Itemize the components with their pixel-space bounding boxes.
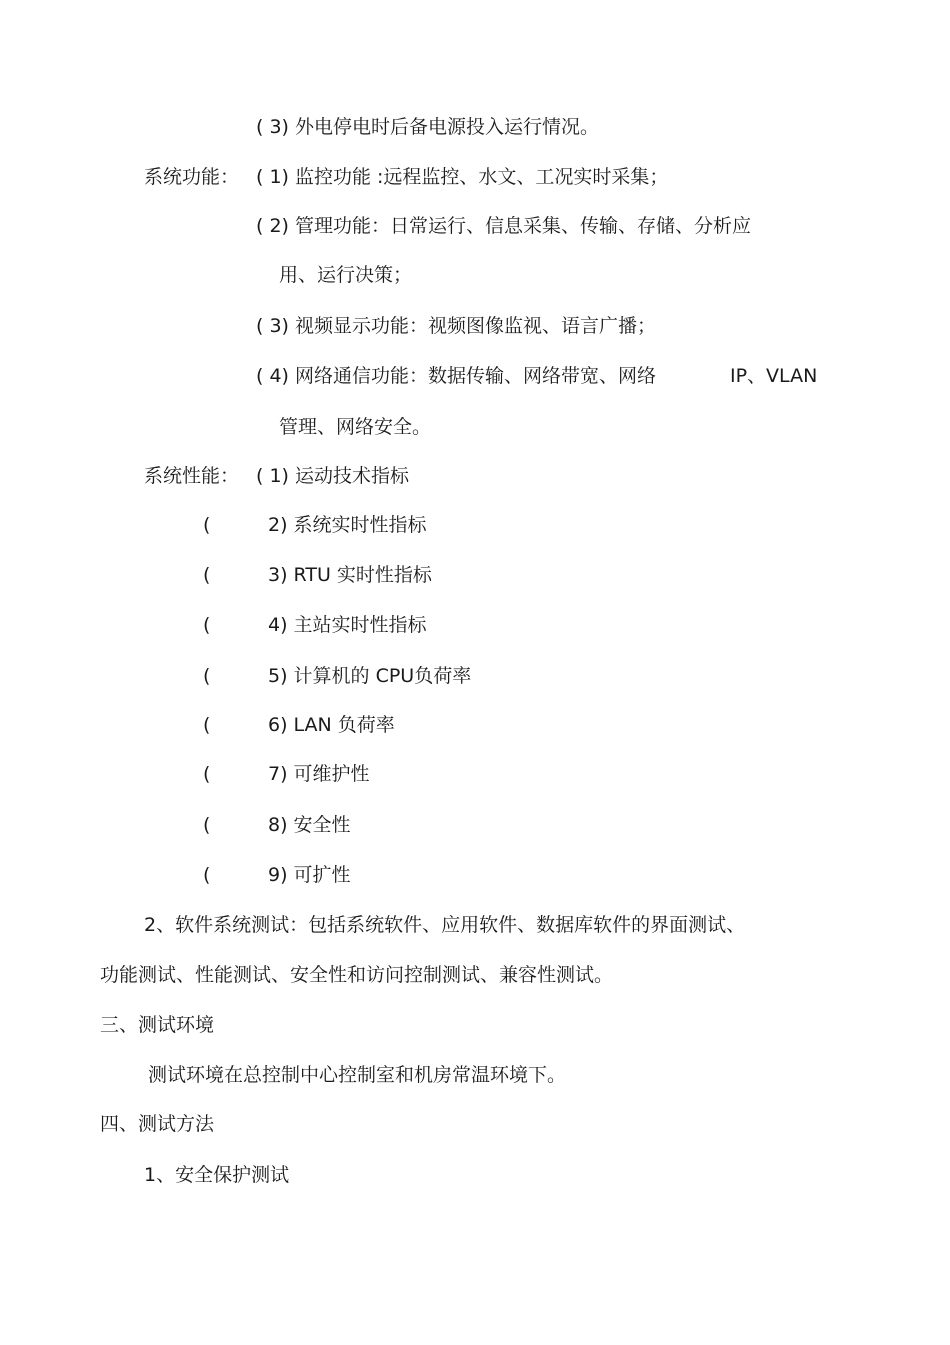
performance-item-paren: ( [203, 614, 211, 636]
video-display-function-item: ( 3) 视频显示功能：视频图像监视、语言广播； [256, 315, 656, 337]
section-4-subheading-1: 1、安全保护测试 [144, 1164, 290, 1186]
software-test-line1: 2、软件系统测试：包括系统软件、应用软件、数据库软件的界面测试、 [144, 914, 746, 936]
network-function-item-tail: IP、VLAN [730, 365, 818, 387]
monitoring-function-item: ( 1) 监控功能 :远程监控、水文、工况实时采集； [256, 166, 669, 188]
network-function-item: ( 4) 网络通信功能：数据传输、网络带宽、网络 [256, 365, 656, 387]
section-3-heading: 三、测试环境 [100, 1014, 215, 1036]
performance-item-paren: ( [203, 714, 211, 736]
performance-item-text: 5) 计算机的 CPU负荷率 [268, 665, 472, 687]
section-3-body: 测试环境在总控制中心控制室和机房常温环境下。 [148, 1064, 567, 1086]
network-function-continuation: 管理、网络安全。 [279, 416, 432, 438]
software-test-line2: 功能测试、性能测试、安全性和访问控制测试、兼容性测试。 [100, 964, 614, 986]
performance-item-text: 3) RTU 实时性指标 [268, 564, 432, 586]
performance-item-text: 8) 安全性 [268, 814, 351, 836]
performance-item-paren: ( [203, 665, 211, 687]
performance-item-paren: ( [203, 864, 211, 886]
performance-item-paren: ( [203, 514, 211, 536]
performance-item-text: 7) 可维护性 [268, 763, 370, 785]
performance-item-paren: ( [203, 564, 211, 586]
performance-item-text: 9) 可扩性 [268, 864, 351, 886]
performance-item-paren: ( [203, 814, 211, 836]
performance-item-text: 2) 系统实时性指标 [268, 514, 427, 536]
backup-power-item: ( 3) 外电停电时后备电源投入运行情况。 [256, 116, 599, 138]
performance-item-paren: ( [203, 763, 211, 785]
performance-item-text: 6) LAN 负荷率 [268, 714, 395, 736]
system-performance-label: 系统性能： [144, 465, 240, 487]
system-function-label: 系统功能： [144, 166, 240, 188]
performance-item-1: ( 1) 运动技术指标 [256, 465, 409, 487]
management-function-continuation: 用、运行决策； [279, 264, 413, 286]
section-4-heading: 四、测试方法 [100, 1113, 215, 1135]
management-function-item: ( 2) 管理功能：日常运行、信息采集、传输、存储、分析应 [256, 215, 751, 237]
performance-item-text: 4) 主站实时性指标 [268, 614, 427, 636]
